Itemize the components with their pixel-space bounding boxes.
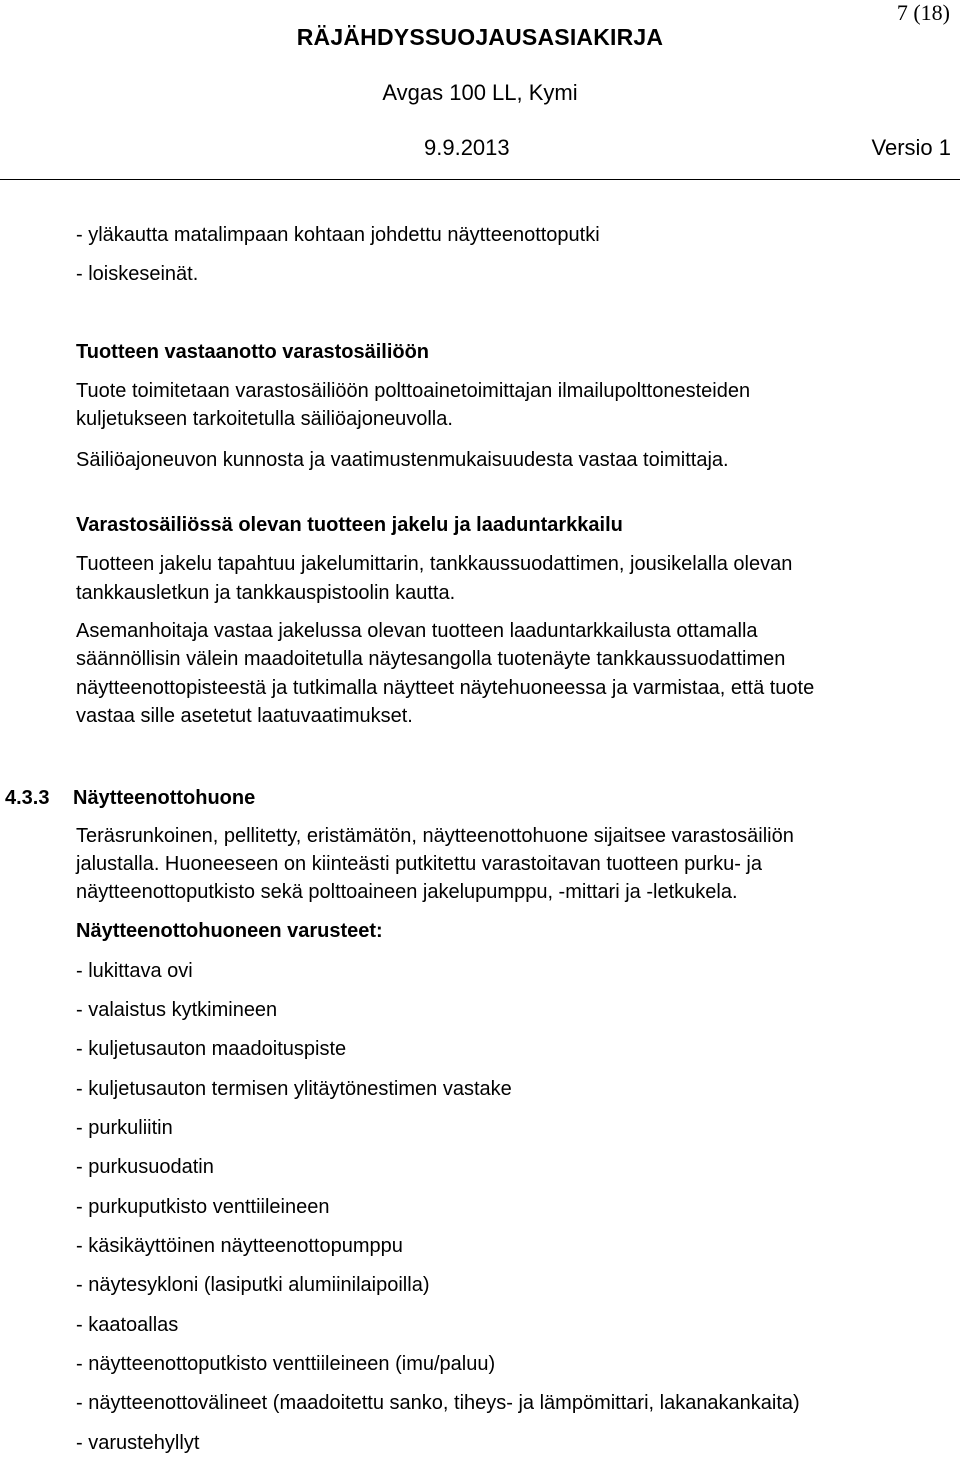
list-item: - purkusuodatin	[76, 1156, 214, 1178]
list-item: - näytteenottoputkisto venttiileineen (imu/paluu)	[76, 1353, 496, 1375]
section-number: 4.3.3	[5, 787, 50, 809]
section-title: Näytteenottohuone	[73, 787, 256, 809]
paragraph-line: näytteenottopisteestä ja tutkimalla näytteet näytehuoneessa ja varmistaa, että tuote	[76, 677, 815, 699]
header-divider	[0, 179, 960, 180]
document-title: RÄJÄHDYSSUOJAUSASIAKIRJA	[296, 24, 664, 50]
equipment-heading: Näytteenottohuoneen varusteet:	[76, 920, 383, 942]
list-item: - näytteenottovälineet (maadoitettu sanko, tiheys- ja lämpömittari, lakanakankaita)	[76, 1392, 800, 1414]
paragraph-line: säännöllisin välein maadoitetulla näytesangolla tuotenäyte tankkaussuodattimen	[76, 648, 786, 670]
paragraph-line: vastaa sille asetetut laatuvaatimukset.	[76, 705, 413, 727]
paragraph-line: Tuote toimitetaan varastosäiliöön polttoainetoimittajan ilmailupolttonesteiden	[76, 380, 751, 402]
paragraph-line: Tuotteen jakelu tapahtuu jakelumittarin, tankkaussuodattimen, jousikelalla olevan	[76, 553, 793, 575]
list-item: - näytesykloni (lasiputki alumiinilaipoilla)	[76, 1274, 430, 1296]
paragraph-line: jalustalla. Huoneeseen on kiinteästi putkitettu varastoitavan tuotteen purku- ja	[76, 853, 762, 875]
paragraph-line: kuljetukseen tarkoitetulla säiliöajoneuvolla.	[76, 408, 453, 430]
list-item: - käsikäyttöinen näytteenottopumppu	[76, 1235, 403, 1257]
section-heading-433	[5, 787, 255, 810]
list-item: - purkuliitin	[76, 1117, 173, 1139]
paragraph-line: Säiliöajoneuvon kunnosta ja vaatimustenmukaisuudesta vastaa toimittaja.	[76, 449, 729, 471]
list-item: - varustehyllyt	[76, 1432, 200, 1454]
section-heading-distribution: Varastosäiliössä olevan tuotteen jakelu ja laaduntarkkailu	[76, 514, 623, 536]
page-number: 7 (18)	[896, 0, 950, 25]
list-item: - purkuputkisto venttiileineen	[76, 1196, 330, 1218]
list-item: - valaistus kytkimineen	[76, 999, 278, 1021]
paragraph-line: Teräsrunkoinen, pellitetty, eristämätön, näytteenottohuone sijaitsee varastosäiliön	[76, 825, 794, 847]
list-item: - kaatoallas	[76, 1314, 179, 1336]
list-item: - lukittava ovi	[76, 960, 193, 982]
paragraph-line: näytteenottoputkisto sekä polttoaineen jakelupumppu, -mittari ja -letkukela.	[76, 881, 738, 903]
section-heading-receipt: Tuotteen vastaanotto varastosäiliöön	[76, 341, 430, 363]
paragraph-line: Asemanhoitaja vastaa jakelussa olevan tuotteen laaduntarkkailusta ottamalla	[76, 620, 758, 642]
document-date: 9.9.2013	[424, 135, 510, 160]
document-subtitle: Avgas 100 LL, Kymi	[382, 80, 578, 105]
list-item: - yläkautta matalimpaan kohtaan johdettu näytteenottoputki	[76, 224, 600, 246]
list-item: - kuljetusauton maadoituspiste	[76, 1038, 347, 1060]
paragraph-line: tankkausletkun ja tankkauspistoolin kautta.	[76, 582, 456, 604]
document-version: Versio 1	[871, 135, 951, 160]
list-item: - loiskeseinät.	[76, 263, 199, 285]
list-item: - kuljetusauton termisen ylitäytönestimen vastake	[76, 1078, 512, 1100]
